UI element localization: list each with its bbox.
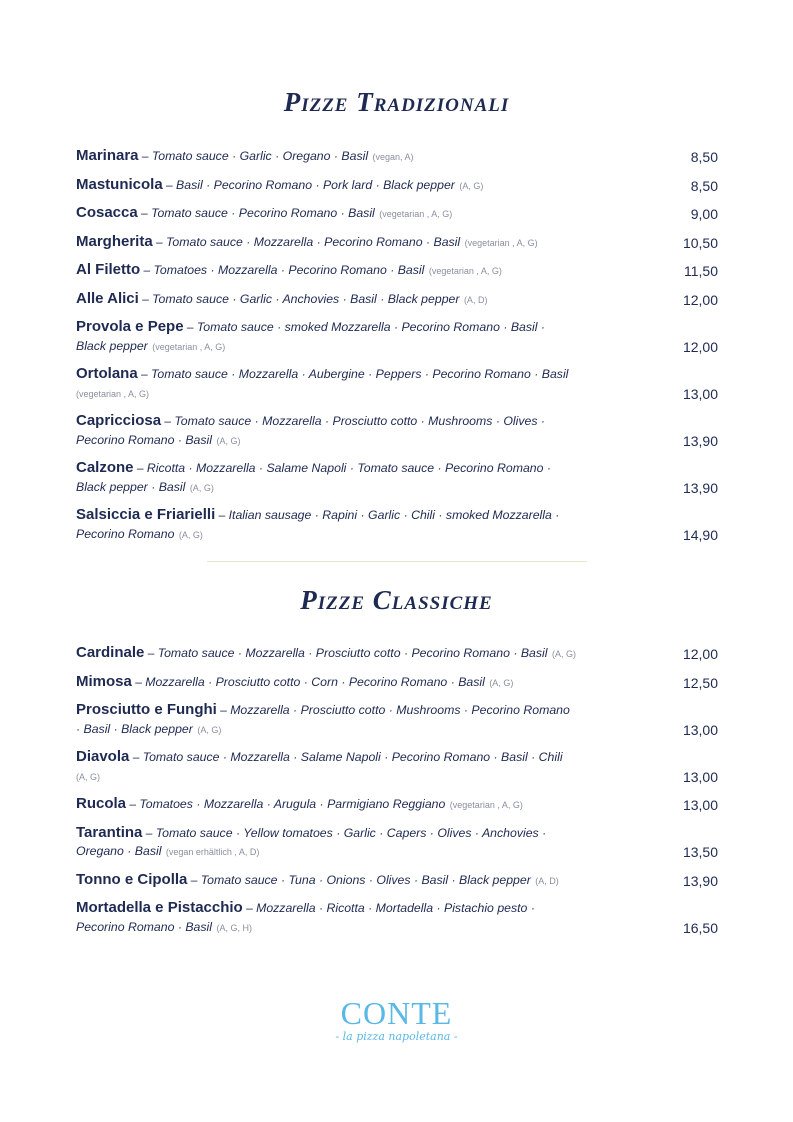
menu-item-name: Tonno e Cipolla xyxy=(76,870,188,888)
menu-item-text xyxy=(76,176,576,196)
menu-item-price: 16,50 xyxy=(682,919,718,936)
menu-item-text xyxy=(76,233,576,253)
menu-item-allergens: (A, G) xyxy=(178,529,203,540)
menu-item-price: 13,90 xyxy=(682,432,718,449)
menu-item xyxy=(76,795,718,815)
menu-item xyxy=(76,701,718,739)
menu-item-allergens: (vegetarian , A, G) xyxy=(76,388,150,399)
separator-dash: – xyxy=(152,234,167,249)
menu-item-price: 12,00 xyxy=(682,291,718,308)
menu-item-price: 8,50 xyxy=(690,149,718,165)
separator-dash: – xyxy=(142,825,156,840)
menu-item-allergens: (vegetarian , A, G) xyxy=(449,800,523,810)
separator-dash: – xyxy=(137,367,152,381)
separator-dash: – xyxy=(129,750,143,764)
menu-item-allergens: (vegan, A) xyxy=(372,152,414,162)
menu-item-name: Mortadella e Pistacchio xyxy=(76,899,243,916)
menu-item-ingredients: Tomato sauce · smoked Mozzarella · Pecorino Romano · Basil · Black pepper xyxy=(76,320,546,353)
menu-item-name: Cardinale xyxy=(76,644,145,661)
menu-item-allergens: (A, G) xyxy=(551,649,576,659)
menu-item-allergens: (A, G) xyxy=(489,677,514,688)
menu-item xyxy=(76,290,718,310)
menu-item-text xyxy=(76,673,576,693)
menu-item xyxy=(76,748,718,786)
separator-dash: – xyxy=(140,263,154,277)
menu-item-price: 12,00 xyxy=(682,338,718,355)
section-title-tradizionali: Pizze Tradizionali xyxy=(283,87,510,117)
separator-dash: – xyxy=(138,149,152,163)
menu-item-text xyxy=(76,748,576,786)
menu-item-price: 13,00 xyxy=(682,385,718,402)
menu-item-ingredients: Tomato sauce · Tuna · Onions · Olives · Basil · Black pepper xyxy=(200,872,531,887)
menu-item-name: Rucola xyxy=(76,795,127,812)
menu-item xyxy=(76,365,718,403)
menu-item-text xyxy=(76,290,576,310)
separator-dash: – xyxy=(138,291,153,306)
separator-dash: – xyxy=(242,901,257,915)
menu-item-ingredients: Tomato sauce · Garlic · Oregano · Basil xyxy=(151,149,369,163)
separator-dash: – xyxy=(216,703,231,717)
logo-tagline: - la pizza napoletana - xyxy=(335,1030,458,1043)
menu-item xyxy=(76,412,718,450)
menu-item-name: Cosacca xyxy=(76,204,138,221)
menu-item-ingredients: Tomato sauce · Mozzarella · Salame Napoli · Pecorino Romano · Basil · Chili xyxy=(142,750,563,764)
menu-item-ingredients: Tomato sauce · Pecorino Romano · Basil xyxy=(151,206,375,220)
menu-item-allergens: (A, D) xyxy=(463,294,488,305)
menu-item-price: 13,00 xyxy=(682,721,718,738)
menu-item-allergens: (vegetarian , A, G) xyxy=(464,237,538,248)
menu-item-text xyxy=(76,459,576,497)
menu-item-text xyxy=(76,871,576,891)
menu-item-name: Ortolana xyxy=(76,365,138,382)
menu-item-price: 12,00 xyxy=(682,646,718,662)
menu-item-price: 13,90 xyxy=(682,479,718,496)
menu-item-ingredients: Tomato sauce · Yellow tomatoes · Garlic · Capers · Olives · Anchovies · Oregano · Basil xyxy=(76,825,547,858)
menu-item-allergens: (A, G) xyxy=(197,724,222,735)
menu-item-text xyxy=(76,506,576,544)
separator-dash: – xyxy=(161,414,175,428)
menu-item-text xyxy=(76,644,576,664)
logo-wordmark: CONTE xyxy=(340,995,453,1031)
menu-item-name: Alle Alici xyxy=(76,289,139,307)
separator-dash: – xyxy=(137,206,152,220)
menu-list-classiche xyxy=(76,644,718,946)
menu-item-text xyxy=(76,899,576,937)
separator-dash: – xyxy=(183,320,197,334)
menu-item-text xyxy=(76,365,576,403)
menu-item-text xyxy=(76,412,576,450)
menu-item-ingredients: Tomatoes · Mozzarella · Arugula · Parmigiano Reggiano xyxy=(139,797,446,811)
menu-item-text xyxy=(76,204,576,224)
menu-item xyxy=(76,261,718,281)
menu-item xyxy=(76,871,718,891)
menu-item xyxy=(76,673,718,693)
menu-item-price: 11,50 xyxy=(684,263,718,279)
menu-item-allergens: (vegetarian , A, G) xyxy=(379,209,453,219)
menu-item-ingredients: Tomatoes · Mozzarella · Pecorino Romano · Basil xyxy=(153,263,425,277)
menu-item-name: Provola e Pepe xyxy=(76,318,184,335)
section-divider xyxy=(207,561,587,562)
menu-item-ingredients: Mozzarella · Prosciutto cotto · Mushrooms · Pecorino Romano · Basil · Black pepper xyxy=(76,703,570,736)
menu-item-name: Capricciosa xyxy=(76,412,162,429)
menu-item-ingredients: Mozzarella · Ricotta · Mortadella · Pistachio pesto · Pecorino Romano · Basil xyxy=(76,901,535,934)
menu-item-allergens: (A, G) xyxy=(216,435,241,446)
menu-item-price: 13,50 xyxy=(682,844,718,860)
menu-item xyxy=(76,318,718,356)
menu-item-ingredients: Tomato sauce · Mozzarella · Pecorino Romano · Basil xyxy=(166,234,461,249)
conte-logo xyxy=(0,995,793,1043)
menu-item-text xyxy=(76,318,576,356)
menu-item-allergens: (A, G) xyxy=(189,482,214,493)
menu-item-name: Margherita xyxy=(76,232,153,250)
menu-item xyxy=(76,204,718,224)
menu-item xyxy=(76,899,718,937)
separator-dash: – xyxy=(187,872,201,887)
separator-dash: – xyxy=(126,797,140,811)
menu-item-price: 13,00 xyxy=(682,768,718,785)
menu-item-name: Mimosa xyxy=(76,672,132,690)
menu-item-ingredients: Ricotta · Mozzarella · Salame Napoli · Tomato sauce · Pecorino Romano · Black pepper · Basil xyxy=(76,461,551,494)
menu-item-name: Tarantina xyxy=(76,823,143,841)
menu-item-name: Diavola xyxy=(76,748,130,765)
separator-dash: – xyxy=(133,461,147,475)
separator-dash: – xyxy=(162,177,177,192)
menu-item xyxy=(76,506,718,544)
menu-item-price: 12,50 xyxy=(682,674,718,691)
menu-item-allergens: (A, G) xyxy=(76,771,100,782)
menu-item-name: Mastunicola xyxy=(76,175,163,193)
menu-item-price: 8,50 xyxy=(690,177,718,194)
menu-item-ingredients: Tomato sauce · Mozzarella · Prosciutto cotto · Pecorino Romano · Basil xyxy=(157,646,548,660)
menu-item xyxy=(76,233,718,253)
separator-dash: – xyxy=(215,508,229,522)
menu-item-price: 10,50 xyxy=(682,234,718,251)
menu-item xyxy=(76,176,718,196)
menu-item-ingredients: Tomato sauce · Mozzarella · Prosciutto cotto · Mushrooms · Olives · Pecorino Romano · Basil xyxy=(76,414,546,447)
menu-item xyxy=(76,824,718,862)
menu-item-name: Calzone xyxy=(76,459,134,476)
separator-dash: – xyxy=(144,646,158,660)
menu-item-allergens: (vegetarian , A, G) xyxy=(428,266,502,276)
menu-item-price: 14,90 xyxy=(682,526,718,543)
menu-item-allergens: (A, D) xyxy=(535,875,559,886)
menu-item-allergens: (A, G) xyxy=(459,180,484,191)
menu-item-ingredients: Tomato sauce · Mozzarella · Aubergine · Peppers · Pecorino Romano · Basil xyxy=(151,367,569,381)
menu-item-text xyxy=(76,824,576,862)
menu-item xyxy=(76,644,718,664)
menu-item-allergens: (vegan erhältlich , A, D) xyxy=(165,847,260,857)
menu-item-price: 9,00 xyxy=(690,206,718,222)
menu-item-text xyxy=(76,795,576,815)
menu-item-allergens: (vegetarian , A, G) xyxy=(152,341,226,352)
section-title-classiche: Pizze Classiche xyxy=(300,585,493,615)
menu-item-ingredients: Basil · Pecorino Romano · Pork lard · Black pepper xyxy=(176,177,455,192)
menu-item-allergens: (A, G, H) xyxy=(216,922,252,933)
menu-item xyxy=(76,147,718,167)
menu-item-ingredients: Tomato sauce · Garlic · Anchovies · Basil · Black pepper xyxy=(152,291,460,306)
menu-item-text xyxy=(76,147,576,167)
menu-item-ingredients: Italian sausage · Rapini · Garlic · Chili · smoked Mozzarella · Pecorino Romano xyxy=(76,508,560,541)
separator-dash: – xyxy=(131,674,146,689)
menu-item-price: 13,90 xyxy=(682,872,718,889)
menu-item-name: Al Filetto xyxy=(76,261,141,278)
menu-item-text xyxy=(76,701,576,739)
menu-item-price: 13,00 xyxy=(682,797,718,813)
menu-item-name: Marinara xyxy=(76,147,139,164)
menu-item xyxy=(76,459,718,497)
menu-list-tradizionali xyxy=(76,147,718,553)
menu-item-name: Prosciutto e Funghi xyxy=(76,701,217,718)
menu-item-name: Salsiccia e Friarielli xyxy=(76,506,216,523)
menu-item-ingredients: Mozzarella · Prosciutto cotto · Corn · Pecorino Romano · Basil xyxy=(145,674,485,689)
menu-item-text xyxy=(76,261,576,281)
